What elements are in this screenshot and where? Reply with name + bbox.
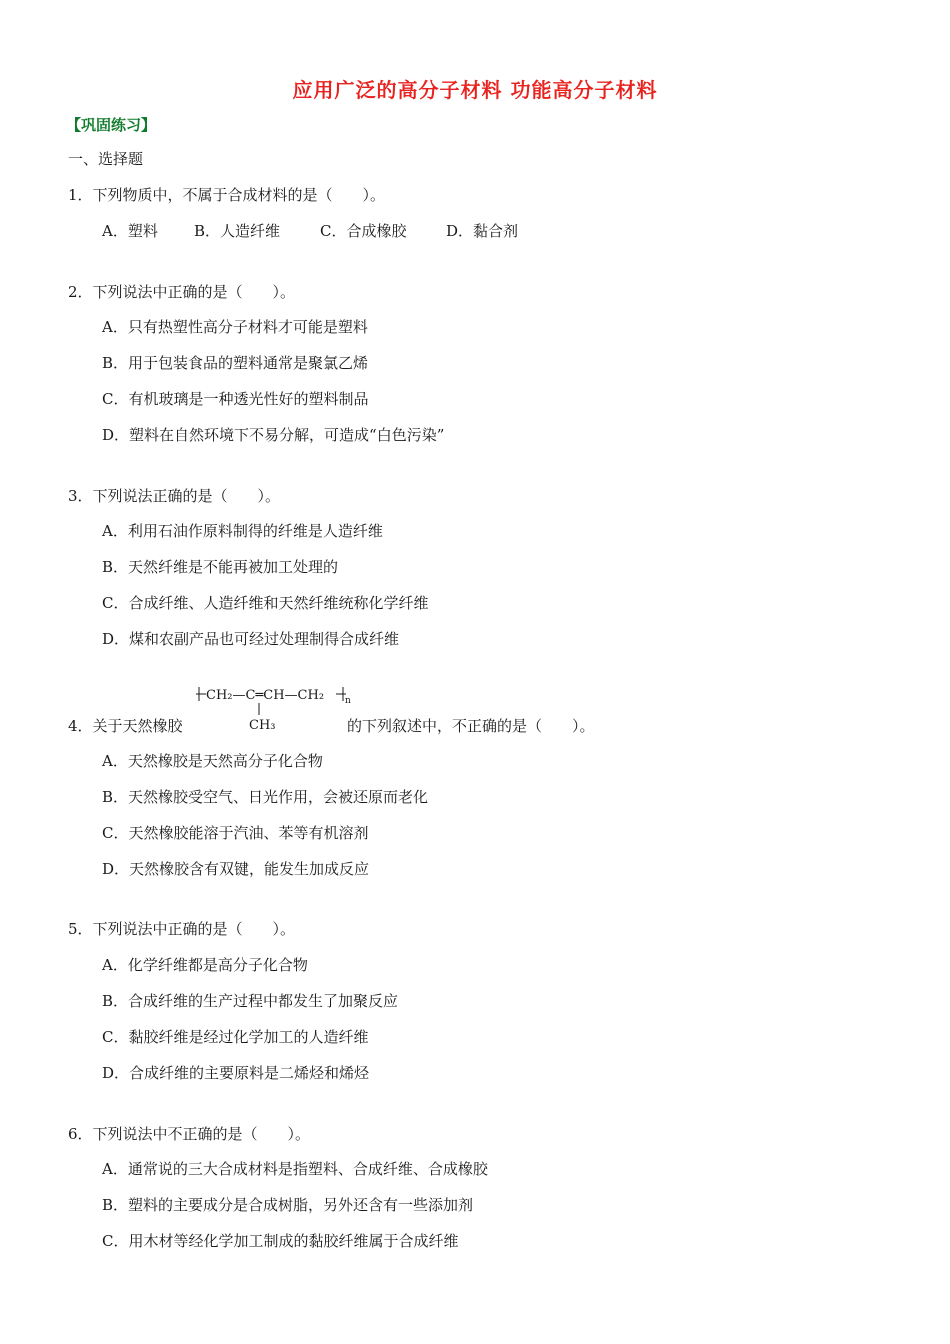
question-5-option-b: B．合成纤维的生产过程中都发生了加聚反应 — [102, 992, 399, 1010]
question-4-option-d: D．天然橡胶含有双键，能发生加成反应 — [102, 860, 370, 878]
question-1-stem: 1．下列物质中，不属于合成材料的是（ ）。 — [68, 186, 386, 204]
question-5-option-d: D．合成纤维的主要原料是二烯烃和烯烃 — [102, 1064, 370, 1082]
question-2-option-b: B．用于包装食品的塑料通常是聚氯乙烯 — [102, 354, 369, 372]
question-5-option-a: A．化学纤维都是高分子化合物 — [102, 956, 308, 974]
question-6-stem: 6．下列说法中不正确的是（ ）。 — [68, 1125, 311, 1143]
question-4-option-a: A．天然橡胶是天然高分子化合物 — [102, 752, 323, 770]
question-1-option-b: B．人造纤维 — [194, 222, 281, 240]
question-4-stem-after: 的下列叙述中，不正确的是（ ）。 — [347, 717, 595, 735]
question-6-option-c: C．用木材等经化学加工制成的黏胶纤维属于合成纤维 — [102, 1232, 459, 1250]
part-heading: 一、选择题 — [68, 150, 144, 168]
formula-subscript: n — [345, 696, 351, 706]
question-1-option-a: A．塑料 — [102, 222, 158, 240]
formula-branch: CH₃ — [249, 718, 276, 733]
question-5-stem: 5．下列说法中正确的是（ ）。 — [68, 920, 296, 938]
question-2-option-a: A．只有热塑性高分子材料才可能是塑料 — [102, 318, 368, 336]
question-3-option-b: B．天然纤维是不能再被加工处理的 — [102, 558, 339, 576]
question-1-option-d: D．黏合剂 — [446, 222, 519, 240]
question-5-option-c: C．黏胶纤维是经过化学加工的人造纤维 — [102, 1028, 369, 1046]
question-6-option-b: B．塑料的主要成分是合成树脂，另外还含有一些添加剂 — [102, 1196, 474, 1214]
question-1-option-c: C．合成橡胶 — [320, 222, 407, 240]
question-3-option-a: A．利用石油作原料制得的纤维是人造纤维 — [102, 522, 383, 540]
question-3-option-d: D．煤和农副产品也可经过处理制得合成纤维 — [102, 630, 400, 648]
question-6-option-a: A．通常说的三大合成材料是指塑料、合成纤维、合成橡胶 — [102, 1160, 488, 1178]
question-4-option-c: C．天然橡胶能溶于汽油、苯等有机溶剂 — [102, 824, 369, 842]
question-3-stem: 3．下列说法正确的是（ ）。 — [68, 487, 281, 505]
question-4-option-b: B．天然橡胶受空气、日光作用，会被还原而老化 — [102, 788, 429, 806]
question-1-options — [102, 220, 518, 241]
question-2-option-d: D．塑料在自然环境下不易分解，可造成“白色污染” — [102, 426, 445, 444]
question-3-option-c: C．合成纤维、人造纤维和天然纤维统称化学纤维 — [102, 594, 429, 612]
section-tag: 【巩固练习】 — [66, 116, 157, 134]
formula-main-chain: CH₂—C═CH—CH₂ — [206, 688, 325, 703]
natural-rubber-formula — [196, 683, 356, 735]
page-title: 应用广泛的高分子材料 功能高分子材料 — [292, 78, 658, 102]
question-2-stem: 2．下列说法中正确的是（ ）。 — [68, 283, 296, 301]
question-4-stem-before: 4．关于天然橡胶 — [68, 717, 183, 735]
question-2-option-c: C．有机玻璃是一种透光性好的塑料制品 — [102, 390, 369, 408]
